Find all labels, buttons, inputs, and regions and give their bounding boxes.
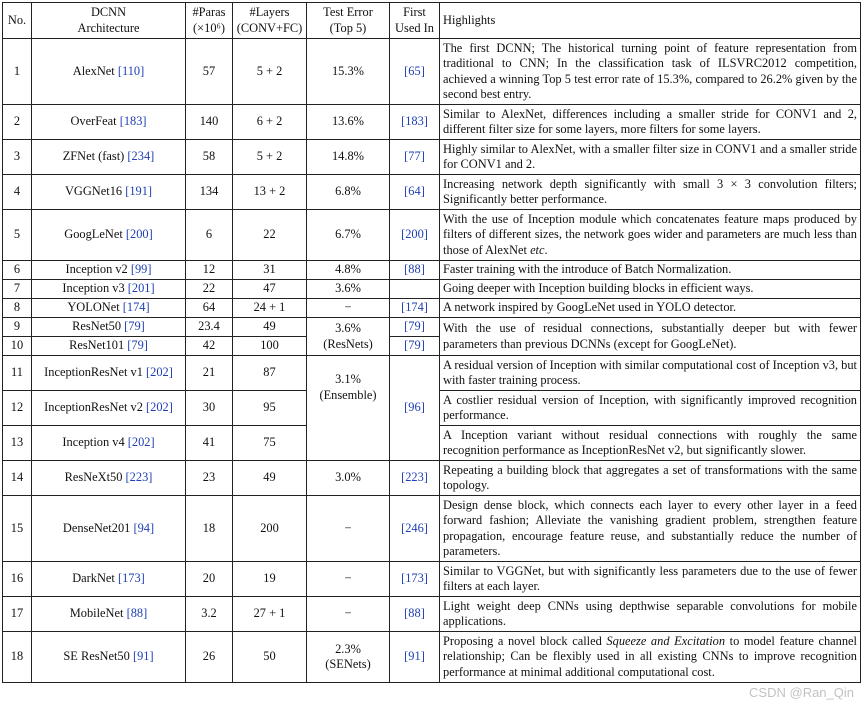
- row-first-used: [390, 337, 440, 356]
- row-layers: 200: [233, 496, 307, 562]
- row-test-error: 4.8%: [307, 261, 390, 280]
- watermark: CSDN @Ran_Qin: [749, 685, 854, 700]
- row-architecture: VGGNet16 [191]: [32, 175, 186, 210]
- table-row: [3, 318, 861, 337]
- table-row: [3, 299, 861, 318]
- row-test-error: −: [307, 496, 390, 562]
- header-architecture: DCNN Architecture: [32, 3, 186, 39]
- row-no: 10: [3, 337, 32, 356]
- row-no: 17: [3, 597, 32, 632]
- row-test-error: −: [307, 597, 390, 632]
- row-highlights: Going deeper with Inception building blocks in efficient ways.: [440, 280, 861, 299]
- row-no: 14: [3, 461, 32, 496]
- table-row: [3, 562, 861, 597]
- row-first-used: [390, 356, 440, 461]
- row-architecture: ZFNet (fast) [234]: [32, 140, 186, 175]
- header-paras: #Paras (×10⁶): [186, 3, 233, 39]
- citation-link[interactable]: [65]: [404, 63, 425, 78]
- row-layers: 27 + 1: [233, 597, 307, 632]
- row-no: 15: [3, 496, 32, 562]
- citation-link[interactable]: [173]: [401, 571, 428, 586]
- citation-link[interactable]: [96]: [404, 400, 425, 415]
- header-test-error: Test Error (Top 5): [307, 3, 390, 39]
- row-highlights: With the use of residual connections, substantially deeper but with fewer parameters than previous DCNNs (except for GoogLeNet).: [440, 318, 861, 356]
- row-architecture: MobileNet [88]: [32, 597, 186, 632]
- table-row: [3, 461, 861, 496]
- header-layers: #Layers (CONV+FC): [233, 3, 307, 39]
- row-architecture: OverFeat [183]: [32, 105, 186, 140]
- row-layers: 6 + 2: [233, 105, 307, 140]
- row-no: 18: [3, 632, 32, 683]
- dcnn-comparison-table: [2, 2, 861, 683]
- row-paras: 22: [186, 280, 233, 299]
- row-architecture: InceptionResNet v1 [202]: [32, 356, 186, 391]
- row-highlights: Increasing network depth significantly with small 3 × 3 convolution filters; Significantly better performance.: [440, 175, 861, 210]
- table-row: [3, 39, 861, 105]
- citation-link[interactable]: [79]: [124, 319, 145, 334]
- row-paras: 140: [186, 105, 233, 140]
- row-layers: 75: [233, 426, 307, 461]
- row-layers: 5 + 2: [233, 140, 307, 175]
- citation-link[interactable]: [110]: [117, 63, 145, 78]
- row-test-error: 15.3%: [307, 39, 390, 105]
- row-first-used: [390, 632, 440, 683]
- row-no: 7: [3, 280, 32, 299]
- row-first-used: [390, 597, 440, 632]
- row-highlights: Proposing a novel block called Squeeze and Excitation to model feature channel relationship; Can be flexibly used in all existing CNNs to improve recognition performance at minimal additional computational cost.: [440, 632, 861, 683]
- row-highlights: The first DCNN; The historical turning point of feature representation from traditional to CNN; In the classification task of ILSVRC2012 competition, achieved a winning Top 5 test error rate of 15.3%, compared to 26.2% given by the second best entry.: [440, 39, 861, 105]
- row-highlights: A residual version of Inception with similar computational cost of Inception v3, but with faster training process.: [440, 356, 861, 391]
- row-architecture: DarkNet [173]: [32, 562, 186, 597]
- row-no: 3: [3, 140, 32, 175]
- header-first-used-in: First Used In: [390, 3, 440, 39]
- citation-link[interactable]: [88]: [404, 606, 425, 621]
- citation-link[interactable]: [91]: [132, 649, 154, 664]
- citation-link[interactable]: [223]: [125, 470, 153, 485]
- row-layers: 5 + 2: [233, 39, 307, 105]
- row-paras: 26: [186, 632, 233, 683]
- row-paras: 12: [186, 261, 233, 280]
- row-architecture: ResNeXt50 [223]: [32, 461, 186, 496]
- row-architecture: YOLONet [174]: [32, 299, 186, 318]
- row-paras: 23: [186, 461, 233, 496]
- row-test-error: −: [307, 299, 390, 318]
- row-first-used: [390, 280, 440, 299]
- row-paras: 20: [186, 562, 233, 597]
- citation-link[interactable]: [88]: [126, 606, 148, 621]
- row-paras: 41: [186, 426, 233, 461]
- row-first-used: [390, 461, 440, 496]
- citation-link[interactable]: [183]: [119, 114, 147, 129]
- row-layers: 87: [233, 356, 307, 391]
- row-test-error: 6.8%: [307, 175, 390, 210]
- row-layers: 47: [233, 280, 307, 299]
- citation-link[interactable]: [88]: [404, 262, 425, 277]
- row-layers: 31: [233, 261, 307, 280]
- row-first-used: [390, 299, 440, 318]
- table-row: [3, 105, 861, 140]
- row-layers: 19: [233, 562, 307, 597]
- row-first-used: [390, 140, 440, 175]
- citation-link[interactable]: [79]: [404, 338, 425, 353]
- row-no: 1: [3, 39, 32, 105]
- citation-link[interactable]: [223]: [401, 470, 428, 485]
- citation-link[interactable]: [99]: [130, 262, 152, 277]
- row-architecture: Inception v4 [202]: [32, 426, 186, 461]
- citation-link[interactable]: [246]: [401, 520, 428, 535]
- row-architecture: ResNet50 [79]: [32, 318, 186, 337]
- row-test-error: −: [307, 562, 390, 597]
- row-test-error: 6.7%: [307, 210, 390, 261]
- row-no: 16: [3, 562, 32, 597]
- row-architecture: SE ResNet50 [91]: [32, 632, 186, 683]
- row-layers: 22: [233, 210, 307, 261]
- citation-link[interactable]: [91]: [404, 649, 425, 664]
- citation-link[interactable]: [64]: [404, 184, 425, 199]
- row-highlights: Highly similar to AlexNet, with a smaller filter size in CONV1 and a smaller stride for CONV1 and 2.: [440, 140, 861, 175]
- row-first-used: [390, 496, 440, 562]
- row-paras: 57: [186, 39, 233, 105]
- row-architecture: DenseNet201 [94]: [32, 496, 186, 562]
- row-architecture: AlexNet [110]: [32, 39, 186, 105]
- row-first-used: [390, 105, 440, 140]
- row-highlights: Repeating a building block that aggregates a set of transformations with the same topology.: [440, 461, 861, 496]
- row-test-error: 13.6%: [307, 105, 390, 140]
- table-header-row: [3, 3, 861, 39]
- row-no: 11: [3, 356, 32, 391]
- row-paras: 42: [186, 337, 233, 356]
- row-paras: 3.2: [186, 597, 233, 632]
- table-row: [3, 496, 861, 562]
- row-test-error: 2.3% (SENets): [307, 632, 390, 683]
- row-layers: 50: [233, 632, 307, 683]
- citation-link[interactable]: [200]: [401, 227, 428, 242]
- citation-link[interactable]: [94]: [133, 520, 155, 535]
- row-highlights: A network inspired by GoogLeNet used in YOLO detector.: [440, 299, 861, 318]
- row-highlights: Design dense block, which connects each layer to every other layer in a feed forward fashion; Alleviate the vanishing gradient problem, strengthen feature propagation, encourage feature reuse, and substantially reduce the number of parameters.: [440, 496, 861, 562]
- header-highlights: Highlights: [440, 3, 861, 39]
- row-architecture: GoogLeNet [200]: [32, 210, 186, 261]
- citation-link[interactable]: [183]: [401, 114, 428, 129]
- row-highlights: Faster training with the introduce of Batch Normalization.: [440, 261, 861, 280]
- row-layers: 49: [233, 318, 307, 337]
- row-first-used: [390, 261, 440, 280]
- row-paras: 30: [186, 391, 233, 426]
- table-row: [3, 280, 861, 299]
- row-no: 4: [3, 175, 32, 210]
- row-no: 9: [3, 318, 32, 337]
- row-no: 2: [3, 105, 32, 140]
- row-first-used: [390, 175, 440, 210]
- header-no: No.: [3, 3, 32, 39]
- row-layers: 13 + 2: [233, 175, 307, 210]
- row-no: 12: [3, 391, 32, 426]
- citation-link[interactable]: [202]: [146, 365, 173, 380]
- table-row: [3, 210, 861, 261]
- row-paras: 64: [186, 299, 233, 318]
- row-paras: 23.4: [186, 318, 233, 337]
- citation-link[interactable]: [201]: [127, 281, 155, 296]
- row-architecture: Inception v3 [201]: [32, 280, 186, 299]
- row-no: 8: [3, 299, 32, 318]
- row-layers: 49: [233, 461, 307, 496]
- citation-link[interactable]: [77]: [404, 149, 425, 164]
- row-layers: 100: [233, 337, 307, 356]
- row-paras: 18: [186, 496, 233, 562]
- row-architecture: ResNet101 [79]: [32, 337, 186, 356]
- table-row: [3, 632, 861, 683]
- row-first-used: [390, 39, 440, 105]
- table-row: [3, 261, 861, 280]
- citation-link[interactable]: [191]: [125, 184, 153, 199]
- row-test-error: 3.1% (Ensemble): [307, 356, 390, 461]
- citation-link[interactable]: [174]: [122, 300, 150, 315]
- row-highlights: Light weight deep CNNs using depthwise separable convolutions for mobile applications.: [440, 597, 861, 632]
- row-first-used: [390, 562, 440, 597]
- row-highlights: Similar to VGGNet, but with significantly less parameters due to the use of fewer filters at each layer.: [440, 562, 861, 597]
- row-no: 6: [3, 261, 32, 280]
- row-layers: 24 + 1: [233, 299, 307, 318]
- row-highlights: A Inception variant without residual connections with roughly the same recognition performance as InceptionResNet v2, but significantly slower.: [440, 426, 861, 461]
- citation-link[interactable]: [234]: [127, 149, 155, 164]
- row-first-used: [390, 318, 440, 337]
- citation-link[interactable]: [202]: [146, 400, 173, 415]
- row-paras: 58: [186, 140, 233, 175]
- row-no: 5: [3, 210, 32, 261]
- citation-link[interactable]: [79]: [127, 338, 148, 353]
- row-paras: 21: [186, 356, 233, 391]
- table-row: [3, 140, 861, 175]
- citation-link[interactable]: [200]: [125, 227, 153, 242]
- row-architecture: Inception v2 [99]: [32, 261, 186, 280]
- row-paras: 6: [186, 210, 233, 261]
- citation-link[interactable]: [79]: [404, 319, 425, 334]
- row-test-error: 14.8%: [307, 140, 390, 175]
- citation-link[interactable]: [174]: [401, 300, 428, 315]
- row-no: 13: [3, 426, 32, 461]
- row-architecture: InceptionResNet v2 [202]: [32, 391, 186, 426]
- row-highlights: With the use of Inception module which concatenates feature maps produced by filters of different sizes, the network goes wider and parameters are much less than those of AlexNet etc.: [440, 210, 861, 261]
- row-test-error: 3.6%: [307, 280, 390, 299]
- table-row: [3, 356, 861, 391]
- table-row: [3, 175, 861, 210]
- row-highlights: Similar to AlexNet, differences including a smaller stride for CONV1 and 2, different filter size for some layers, more filters for some layers.: [440, 105, 861, 140]
- row-paras: 134: [186, 175, 233, 210]
- row-test-error: 3.6% (ResNets): [307, 318, 390, 356]
- table-row: [3, 597, 861, 632]
- citation-link[interactable]: [173]: [117, 571, 145, 586]
- row-test-error: 3.0%: [307, 461, 390, 496]
- citation-link[interactable]: [202]: [127, 435, 155, 450]
- row-layers: 95: [233, 391, 307, 426]
- row-highlights: A costlier residual version of Inception, with significantly improved recognition performance.: [440, 391, 861, 426]
- row-first-used: [390, 210, 440, 261]
